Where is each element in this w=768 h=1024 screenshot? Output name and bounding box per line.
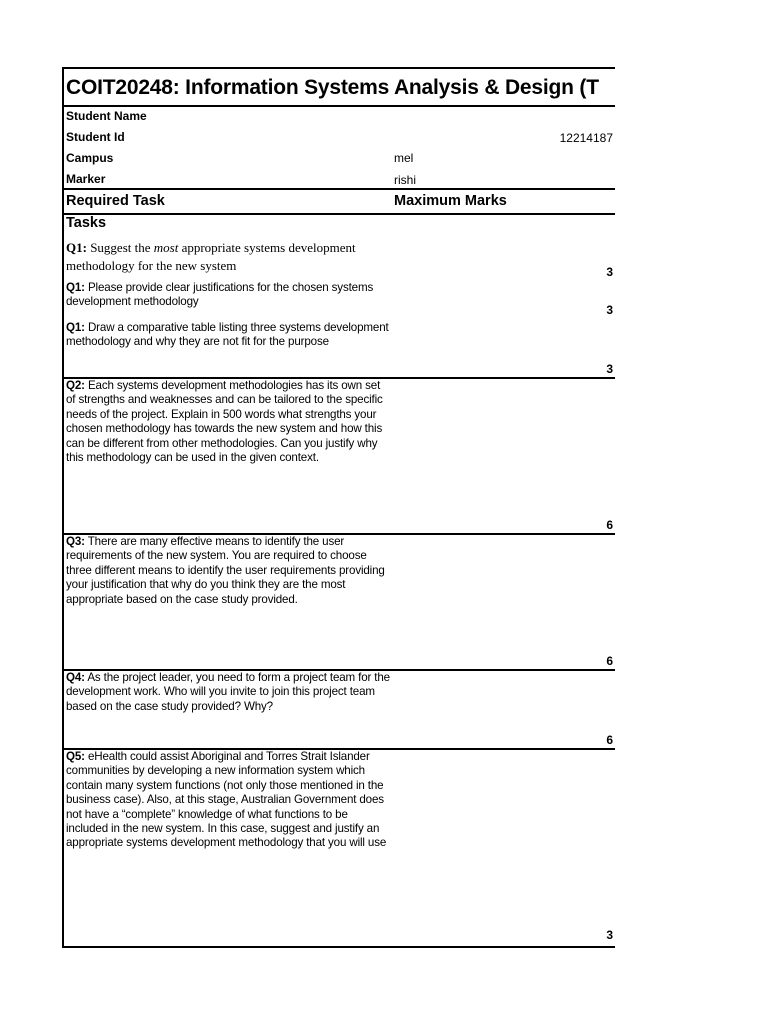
student-name-label: Student Name <box>66 109 147 123</box>
question-text: As the project leader, you need to form a project team for the development work. Who will you invite to join this project team based on the case study provided? Why? <box>66 671 390 713</box>
question-id: Q5: <box>66 750 85 763</box>
question-text: eHealth could assist Aboriginal and Torres Strait Islander communities by developing a new information system which contain many system functions (not only those mentioned in the business case). Also, at this stage, Australian Government does not have a “complete” knowledge of what functions to be included in the new system. In this case, suggest and justify an appropriate systems development methodology that you will use <box>66 750 387 850</box>
question-q4 <box>66 671 391 714</box>
question-marks: 6 <box>606 518 613 532</box>
question-q3 <box>66 535 391 607</box>
question-text: Draw a comparative table listing three systems development methodology and why they are not fit for the purpose <box>66 321 389 349</box>
divider <box>64 213 615 215</box>
question-id: Q1: <box>66 321 85 334</box>
question-text: Please provide clear justifications for the chosen systems development methodology <box>66 281 374 309</box>
question-text: Each systems development methodologies has its own set of strengths and weaknesses and can be tailored to the specific needs of the project. Explain in 500 words what strengths your chosen methodology has towards the new system and how this can be different from other methodologies. Can you justify why this methodology can be used in the given context. <box>66 379 383 465</box>
question-id: Q1: <box>66 281 85 294</box>
question-text: There are many effective means to identify the user requirements of the new system. You are required to choose three different means to identify the user requirements providing your justification that why do you think they are the most appropriate based on the case study provided. <box>66 535 385 606</box>
marking-sheet <box>62 67 615 948</box>
question-text: appropriate systems development methodology for the new system <box>66 240 356 273</box>
question-q5 <box>66 750 391 851</box>
divider <box>64 105 615 107</box>
tasks-header: Tasks <box>66 215 107 231</box>
question-text: Suggest the <box>86 240 154 255</box>
question-marks: 3 <box>606 303 613 317</box>
divider <box>64 188 615 190</box>
question-emphasis: most <box>153 240 179 255</box>
required-task-header: Required Task <box>66 193 165 209</box>
question-id: Q1: <box>66 240 87 255</box>
question-q1-methodology <box>66 239 366 275</box>
question-id: Q2: <box>66 379 85 392</box>
question-marks: 6 <box>606 654 613 668</box>
question-marks: 3 <box>606 265 613 279</box>
question-id: Q4: <box>66 671 85 684</box>
question-q1-justification <box>66 281 391 310</box>
marker-label: Marker <box>66 172 106 186</box>
student-id-label: Student Id <box>66 130 125 144</box>
sheet-title: COIT20248: Information Systems Analysis & Design (T <box>66 76 599 99</box>
campus-label: Campus <box>66 151 114 165</box>
question-marks: 3 <box>606 362 613 376</box>
question-marks: 3 <box>606 928 613 942</box>
question-id: Q3: <box>66 535 85 548</box>
question-q1-comparative-table <box>66 321 391 350</box>
maximum-marks-header: Maximum Marks <box>394 193 507 209</box>
student-id-value: 12214187 <box>559 131 613 145</box>
question-q2 <box>66 379 391 465</box>
marker-value: rishi <box>394 173 417 187</box>
question-marks: 6 <box>606 733 613 747</box>
campus-value: mel <box>394 151 414 165</box>
